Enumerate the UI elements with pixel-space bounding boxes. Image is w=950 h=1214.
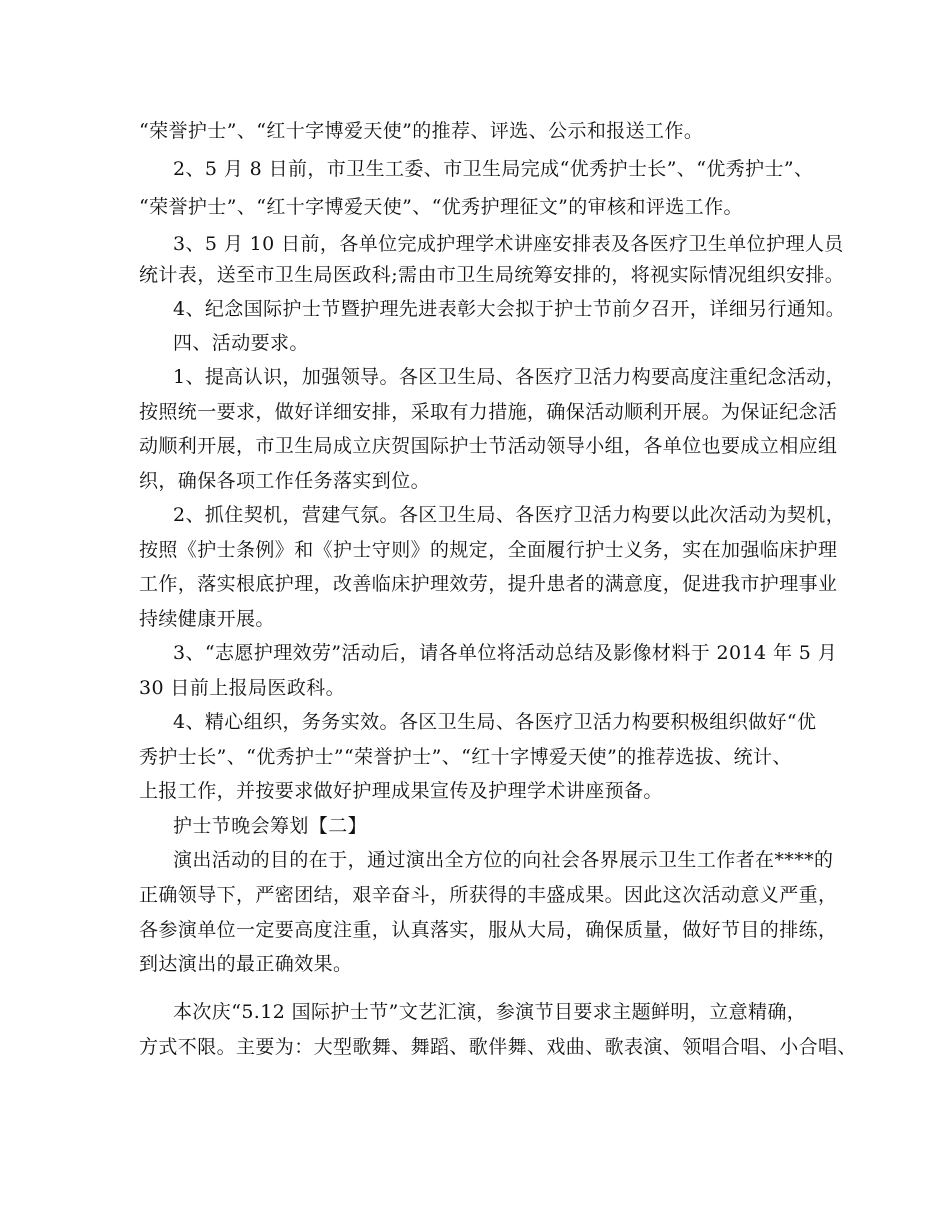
text-line: 4、纪念国际护士节暨护理先进表彰大会拟于护士节前夕召开，详细另行通知。 [173,298,846,320]
text-line: 方式不限。主要为：大型歌舞、舞蹈、歌伴舞、戏曲、歌表演、领唱合唱、小合唱、 [139,1036,857,1058]
text-line: 30 日前上报局医政科。 [139,677,346,699]
text-line: 3、“志愿护理效劳”活动后，请各单位将活动总结及影像材料于 2014 年 5 月 [173,642,838,664]
text-line: 秀护士长”、“优秀护士”“荣誉护士”、“红十字博爱天使”的推荐选拔、统计、 [139,746,792,768]
section-heading: 四、活动要求。 [173,332,309,354]
text-line: 统计表，送至市卫生局医政科;需由市卫生局统筹安排的，将视实际情况组织安排。 [139,264,845,286]
text-line: 2、抓住契机，营建气氛。各区卫生局、各医疗卫活力构要以此次活动为契机， [173,504,846,526]
text-line: 2、5 月 8 日前，市卫生工委、市卫生局完成“优秀护士长”、“优秀护士”、 [173,158,814,180]
text-line: 动顺利开展，市卫生局成立庆贺国际护士节活动领导小组，各单位也要成立相应组 [139,435,838,457]
text-line: 各参演单位一定要高度注重，认真落实，服从大局，确保质量，做好节目的排练， [139,919,838,941]
text-line: “荣誉护士”、“红十字博爱天使”的推荐、评选、公示和报送工作。 [139,120,704,142]
text-line: 本次庆“5.12 国际护士节”文艺汇演，参演节目要求主题鲜明，立意精确， [173,1001,807,1023]
text-line: 1、提高认识，加强领导。各区卫生局、各医疗卫活力构要高度注重纪念活动， [173,366,846,388]
text-line: 按照统一要求，做好详细安排，采取有力措施，确保活动顺利开展。为保证纪念活 [139,401,838,423]
text-line: 持续健康开展。 [139,608,275,630]
text-line: 上报工作，并按要求做好护理成果宣传及护理学术讲座预备。 [139,780,663,802]
text-line: 4、精心组织，务务实效。各区卫生局、各医疗卫活力构要积极组织做好“优 [173,711,817,733]
text-line: 到达演出的最正确效果。 [139,953,353,975]
section-heading: 护士节晚会筹划【二】 [173,815,368,837]
text-line: “荣誉护士”、“红十字博爱天使”、“优秀护理征文”的审核和评选工作。 [139,196,743,218]
text-line: 工作，落实根底护理，改善临床护理效劳，提升患者的满意度，促进我市护理事业 [139,573,838,595]
text-line: 演出活动的目的在于，通过演出全方位的向社会各界展示卫生工作者在****的 [173,849,834,871]
text-line: 按照《护士条例》和《护士守则》的规定，全面履行护士义务，实在加强临床护理 [139,539,838,561]
text-line: 正确领导下，严密团结，艰辛奋斗，所获得的丰盛成果。因此这次活动意义严重， [139,884,838,906]
text-line: 3、5 月 10 日前，各单位完成护理学术讲座安排表及各医疗卫生单位护理人员 [173,233,844,255]
text-line: 织，确保各项工作任务落实到位。 [139,470,431,492]
